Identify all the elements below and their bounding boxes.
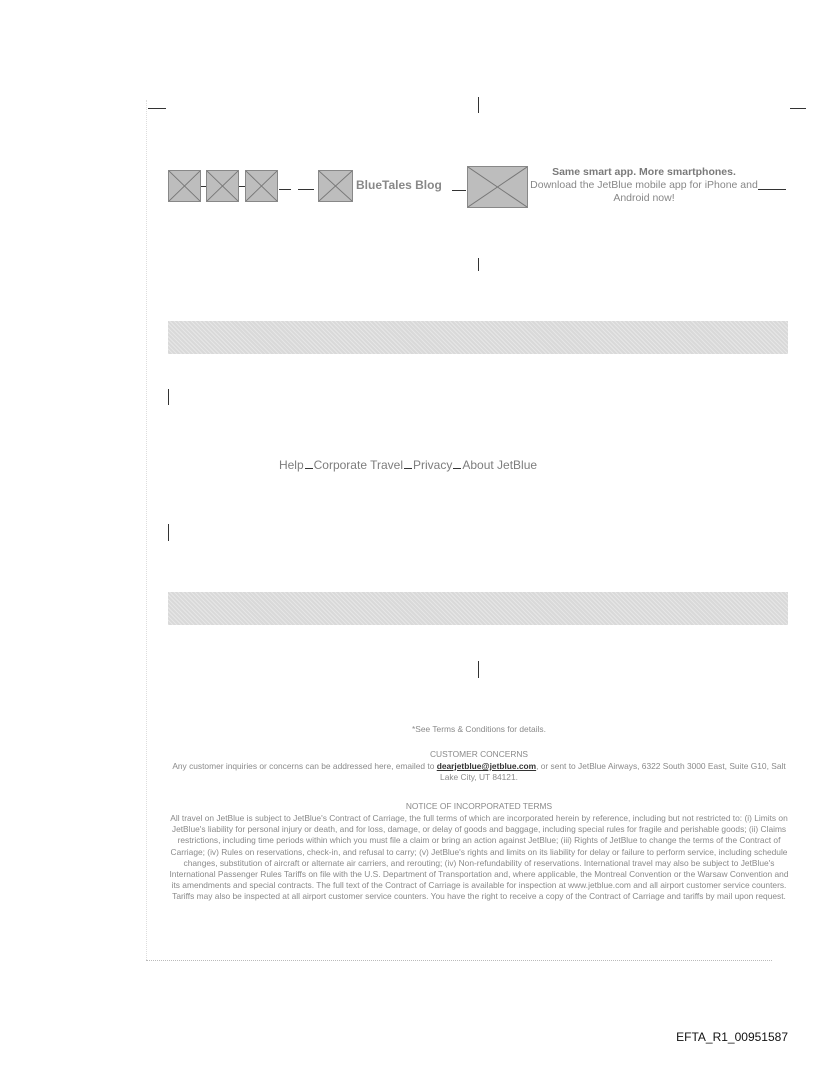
- footer-link-about[interactable]: About JetBlue: [462, 458, 538, 472]
- shaded-band: [168, 592, 788, 625]
- concerns-email-link[interactable]: dearjetblue@jetblue.com: [436, 761, 537, 771]
- mobile-app-promo[interactable]: [528, 166, 760, 205]
- center-tick-lower: [478, 661, 479, 678]
- blog-link[interactable]: BlueTales Blog: [356, 178, 442, 192]
- page-left-border: [146, 100, 147, 960]
- concerns-text-end: , or sent to JetBlue Airways, 6322 South 3000 East, Suite G10, Salt Lake City, UT 84121.: [440, 761, 786, 783]
- customer-concerns-body: [168, 761, 790, 783]
- document-id: EFTA_R1_00951587: [676, 1030, 788, 1044]
- corner-rule-right: [790, 108, 806, 109]
- corner-rule-left: [148, 108, 166, 109]
- mobile-app-image[interactable]: [467, 166, 528, 208]
- center-tick-mid: [478, 258, 479, 271]
- footer-link-help[interactable]: Help: [278, 458, 304, 472]
- bottom-divider: [146, 960, 772, 961]
- footer-link-corporate-travel[interactable]: Corporate Travel: [313, 458, 403, 472]
- left-tick: [168, 524, 169, 541]
- footer-link-privacy[interactable]: Privacy: [413, 458, 453, 472]
- promo-body: Download the JetBlue mobile app for iPhone and Android now!: [530, 179, 758, 204]
- blog-icon[interactable]: [318, 170, 353, 202]
- promo-headline: Same smart app. More smartphones.: [552, 166, 736, 178]
- incorporated-terms-title: NOTICE OF INCORPORATED TERMS: [405, 801, 553, 811]
- social-icon-3[interactable]: [245, 170, 278, 202]
- social-icon-1[interactable]: [168, 170, 201, 202]
- left-tick: [168, 389, 169, 405]
- center-tick-top: [478, 97, 479, 113]
- icon-separator: [298, 189, 314, 190]
- incorporated-terms-body: All travel on JetBlue is subject to JetBlue's Contract of Carriage, the full terms of which are incorporated herein by reference, including but not restricted to: (i) Limits on JetBlue's liability for personal injury or death, and for loss, damage, or delay of goods and baggage, including special rules for fragile and perishable goods; (ii) Claims restrictions, including time periods within which you must file a claim or bring an action against JetBlue; (iii) Rights of JetBlue to change the terms of the Contract of Carriage; (iv) Rules on reservations, check-in, and refusal to carry; (v) JetBlue's rights and limits on its liability for delay or failure to perform service, including schedule changes, substitution of aircraft or alternate air carriers, and rerouting; (iv) Non-refundability of reservations. International travel may also be subject to JetBlue's International Passenger Rules Tariffs on file with the U.S. Department of Transportation and, where applicable, the Montreal Convention or the Warsaw Convention and its amendments and special contracts. The full text of the Contract of Carriage is available for inspection at www.jetblue.com and all airport customer service counters. Tariffs may also be inspected at all airport customer service counters. You have the right to receive a copy of the Contract of Carriage and tariffs by mail upon request.: [169, 813, 789, 902]
- customer-concerns-title: CUSTOMER CONCERNS: [429, 749, 529, 759]
- promo-rule: [758, 189, 786, 190]
- icon-separator: [452, 190, 466, 191]
- footer-nav: [0, 458, 816, 472]
- icon-separator: [279, 189, 291, 190]
- concerns-text: Any customer inquiries or concerns can be addressed here, emailed to: [172, 761, 437, 771]
- social-icon-2[interactable]: [206, 170, 239, 202]
- terms-note: *See Terms & Conditions for details.: [412, 724, 546, 734]
- shaded-band: [168, 321, 788, 354]
